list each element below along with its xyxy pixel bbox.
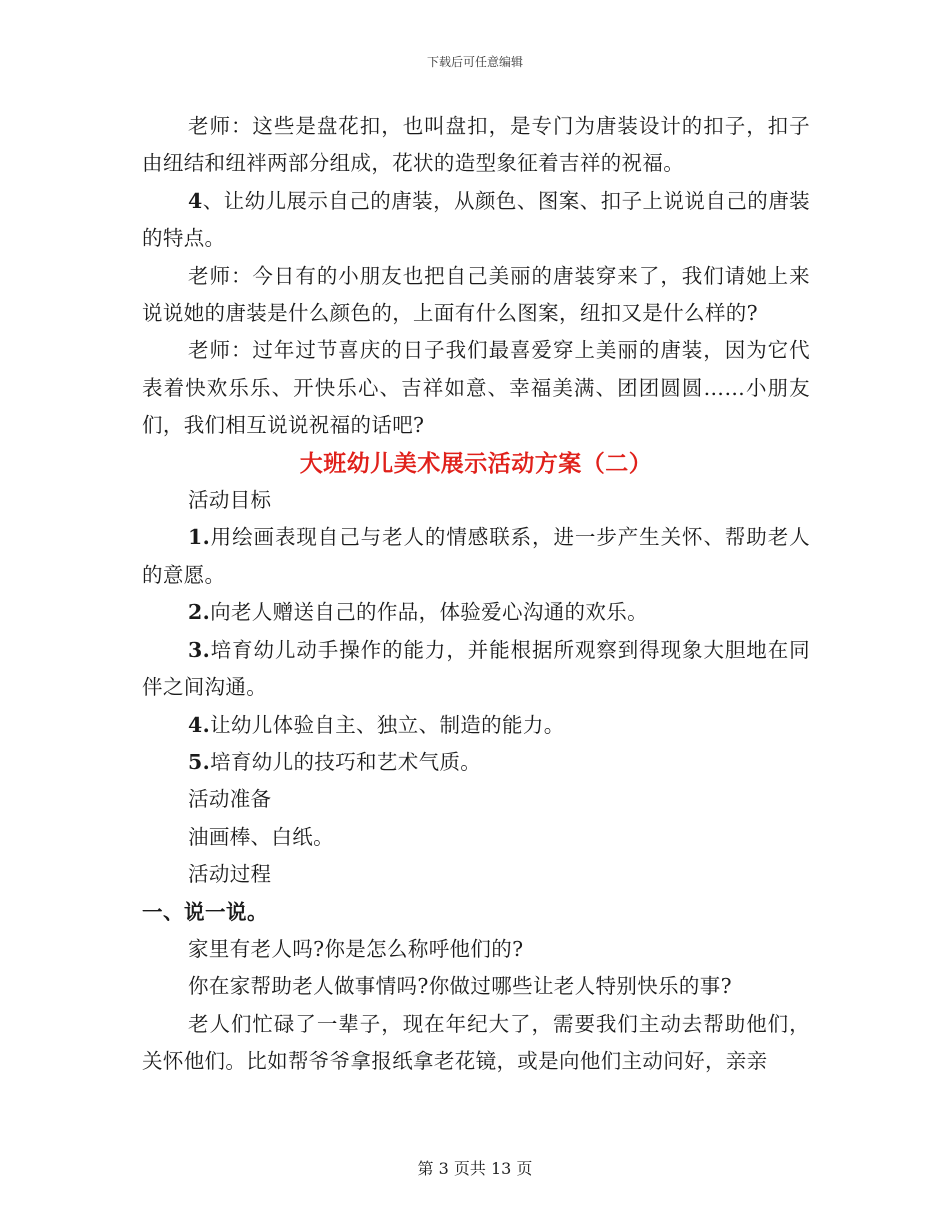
goal-number: 3.: [188, 637, 211, 662]
step-text: 、让幼儿展示自己的唐装，从颜色、图案、扣子上说说自己的唐装的特点。: [142, 188, 810, 251]
step-1-heading: 一、说一说。: [142, 899, 268, 924]
question-2: 你在家帮助老人做事情吗?你做过哪些让老人特别快乐的事?: [188, 974, 732, 999]
goal-text: 向老人赠送自己的作品，体验爱心沟通的欢乐。: [210, 600, 648, 625]
goal-text: 用绘画表现自己与老人的情感联系，进一步产生关怀、帮助老人的意愿。: [142, 525, 810, 587]
step-number: 4: [188, 188, 203, 213]
prep-heading: 活动准备: [188, 787, 272, 812]
goal-number: 4.: [188, 712, 211, 737]
goal-number: 2.: [188, 600, 211, 625]
goal-text: 培育幼儿的技巧和艺术气质。: [210, 749, 482, 774]
goal-heading: 活动目标: [188, 488, 272, 513]
goal-text: 培育幼儿动手操作的能力，并能根据所观察到得现象大胆地在同伴之间沟通。: [142, 637, 810, 700]
goal-item-1: [142, 519, 810, 594]
process-heading: 活动过程: [188, 862, 272, 887]
goal-item-5: [142, 744, 810, 781]
document-body: [142, 108, 810, 1081]
page-footer: 第 3 页共 13 页: [417, 1159, 533, 1178]
page-header: 下载后可任意编辑: [426, 55, 523, 69]
paragraph-teacher-today: 老师：今日有的小朋友也把自己美丽的唐装穿来了，我们请她上来说说她的唐装是什么颜色的，上面有什么图案，纽扣又是什么样的?: [142, 263, 810, 326]
paragraph-step-4: [142, 183, 810, 258]
paragraph-elders: 老人们忙碌了一辈子，现在年纪大了，需要我们主动去帮助他们，关怀他们。比如帮爷爷拿报纸拿老花镜，或是向他们主动问好，亲亲: [142, 1011, 810, 1074]
goal-text: 让幼儿体验自主、独立、制造的能力。: [210, 712, 565, 737]
section-title: 大班幼儿美术展示活动方案（二）: [299, 449, 653, 477]
question-1: 家里有老人吗?你是怎么称呼他们的?: [188, 936, 524, 961]
goal-item-4: [142, 707, 810, 744]
goal-number: 1.: [188, 525, 211, 550]
goal-item-3: [142, 632, 810, 707]
paragraph-teacher-festival: 老师：过年过节喜庆的日子我们最喜爱穿上美丽的唐装，因为它代表着快欢乐乐、开快乐心、吉祥如意、幸福美满、团团圆圆……小朋友们，我们相互说说祝福的话吧?: [142, 338, 810, 438]
goal-item-2: [142, 594, 810, 631]
goal-number: 5.: [188, 749, 211, 774]
prep-text: 油画棒、白纸。: [188, 824, 334, 849]
paragraph-teacher-buttons: 老师：这些是盘花扣，也叫盘扣，是专门为唐装设计的扣子，扣子由纽结和纽袢两部分组成，花状的造型象征着吉祥的祝福。: [142, 114, 810, 176]
